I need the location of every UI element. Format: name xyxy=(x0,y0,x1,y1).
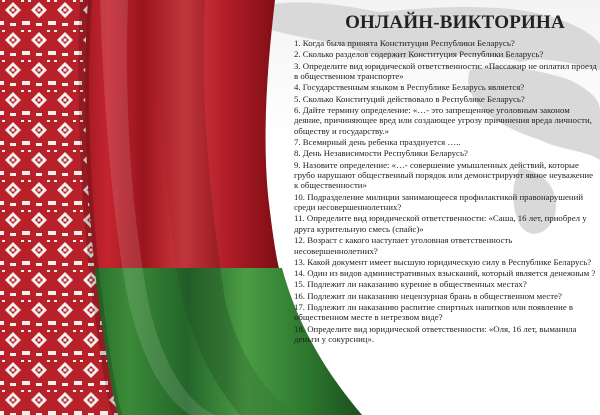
page-title: ОНЛАЙН-ВИКТОРИНА xyxy=(345,12,565,33)
question-item: 6. Дайте термину определение: «…- это запрещенное уголовным законом деяние, причиняющее вред или создающее угрозу причинения вреда личности, обществу и государству.» xyxy=(294,104,592,136)
question-item: 8. День Независимости Республики Беларусь? xyxy=(294,148,468,159)
question-item: 15. Подлежит ли наказанию курение в общественных местах? xyxy=(294,279,527,290)
question-item: 11. Определите вид юридической ответственности: «Саша, 16 лет, приобрел у друга курительную смесь (спайс)» xyxy=(294,213,587,234)
question-item: 18. Определите вид юридической ответственности: «Оля, 16 лет, выманила деньги у сокурсниц». xyxy=(294,323,577,345)
question-list xyxy=(294,38,598,345)
question-item: 9. Назовите определение: «…- совершение умышленных действий, которые грубо нарушают общественный порядок или демонстрируют явное неуважение к общественности» xyxy=(294,159,594,191)
question-item: 12. Возраст с какого наступает уголовная ответственность несовершеннолетних? xyxy=(294,235,513,256)
question-item: 14. Один из видов административных взысканий, который является денежным ? xyxy=(294,268,596,279)
question-item: 17. Подлежит ли наказанию распитие спиртных напитков или появление в общественном месте в нетрезвом виде? xyxy=(294,302,574,323)
question-item: 7. Всемирный день ребенка празднуется ….. xyxy=(294,137,461,147)
question-item: 1. Когда была принята Конституция Республики Беларусь? xyxy=(294,38,515,48)
question-item: 13. Какой документ имеет высшую юридическую силу в Республике Беларусь? xyxy=(294,256,592,267)
question-item: 2. Сколько разделов содержит Конституция Республики Беларусь? xyxy=(294,49,544,60)
question-item: 10. Подразделение милиции занимающееся профилактикой правонарушений среди несовершеннолетних? xyxy=(294,191,584,213)
question-item: 5. Сколько Конституций действовало в Республике Беларусь? xyxy=(294,93,525,104)
question-item: 3. Определите вид юридической ответственности: «Пассажир не оплатил проезд в общественном транспорте» xyxy=(294,60,597,81)
question-item: 4. Государственным языком в Республике Беларусь является? xyxy=(294,82,525,93)
question-item: 16. Подлежит ли наказанию нецензурная брань в общественном месте? xyxy=(294,290,562,301)
